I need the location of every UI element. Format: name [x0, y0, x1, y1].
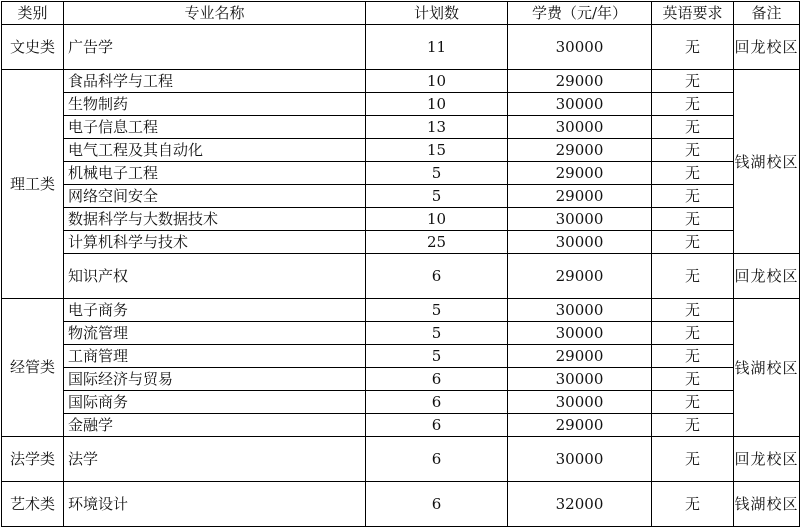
major-cell: 电子商务	[64, 299, 366, 322]
english-cell: 无	[652, 70, 734, 93]
tuition-cell: 30000	[508, 116, 652, 139]
table-row	[2, 93, 800, 116]
tuition-cell: 30000	[508, 25, 652, 70]
campus-cell: 回龙校区	[734, 437, 800, 482]
tuition-cell: 30000	[508, 299, 652, 322]
category-cell: 法学类	[2, 437, 64, 482]
major-cell: 机械电子工程	[64, 162, 366, 185]
major-cell: 数据科学与大数据技术	[64, 208, 366, 231]
table-row	[2, 70, 800, 93]
english-cell: 无	[652, 25, 734, 70]
major-cell: 国际商务	[64, 391, 366, 414]
tuition-cell: 29000	[508, 162, 652, 185]
plan-cell: 10	[366, 70, 508, 93]
plan-cell: 5	[366, 299, 508, 322]
plan-cell: 6	[366, 368, 508, 391]
table-row	[2, 437, 800, 482]
table-row	[2, 322, 800, 345]
table-row	[2, 185, 800, 208]
major-cell: 生物制药	[64, 93, 366, 116]
english-cell: 无	[652, 116, 734, 139]
table-row	[2, 299, 800, 322]
english-cell: 无	[652, 391, 734, 414]
table-row	[2, 368, 800, 391]
english-cell: 无	[652, 185, 734, 208]
english-cell: 无	[652, 345, 734, 368]
english-cell: 无	[652, 162, 734, 185]
english-cell: 无	[652, 208, 734, 231]
table-row	[2, 391, 800, 414]
plan-cell: 6	[366, 254, 508, 299]
plan-cell: 6	[366, 391, 508, 414]
english-cell: 无	[652, 482, 734, 527]
table-row	[2, 345, 800, 368]
major-cell: 法学	[64, 437, 366, 482]
plan-cell: 13	[366, 116, 508, 139]
header-major: 专业名称	[64, 2, 366, 25]
campus-cell: 钱湖校区	[734, 299, 800, 437]
english-cell: 无	[652, 254, 734, 299]
plan-cell: 6	[366, 437, 508, 482]
plan-cell: 6	[366, 482, 508, 527]
campus-cell: 回龙校区	[734, 25, 800, 70]
tuition-cell: 29000	[508, 185, 652, 208]
major-cell: 国际经济与贸易	[64, 368, 366, 391]
header-category: 类别	[2, 2, 64, 25]
tuition-cell: 29000	[508, 254, 652, 299]
tuition-cell: 30000	[508, 231, 652, 254]
header-remark: 备注	[734, 2, 800, 25]
english-cell: 无	[652, 368, 734, 391]
campus-cell: 回龙校区	[734, 254, 800, 299]
tuition-cell: 30000	[508, 322, 652, 345]
tuition-cell: 29000	[508, 345, 652, 368]
major-cell: 计算机科学与技术	[64, 231, 366, 254]
table-row	[2, 414, 800, 437]
header-plan: 计划数	[366, 2, 508, 25]
campus-cell: 钱湖校区	[734, 70, 800, 254]
plan-cell: 5	[366, 162, 508, 185]
english-cell: 无	[652, 437, 734, 482]
tuition-cell: 29000	[508, 70, 652, 93]
campus-cell: 钱湖校区	[734, 482, 800, 527]
header-tuition: 学费（元/年）	[508, 2, 652, 25]
major-cell: 知识产权	[64, 254, 366, 299]
english-cell: 无	[652, 299, 734, 322]
tuition-cell: 29000	[508, 139, 652, 162]
tuition-cell: 30000	[508, 437, 652, 482]
tuition-cell: 30000	[508, 368, 652, 391]
major-cell: 金融学	[64, 414, 366, 437]
major-cell: 网络空间安全	[64, 185, 366, 208]
major-cell: 工商管理	[64, 345, 366, 368]
plan-cell: 5	[366, 322, 508, 345]
major-cell: 电气工程及其自动化	[64, 139, 366, 162]
plan-cell: 15	[366, 139, 508, 162]
tuition-cell: 32000	[508, 482, 652, 527]
tuition-cell: 30000	[508, 391, 652, 414]
tuition-cell: 30000	[508, 93, 652, 116]
english-cell: 无	[652, 322, 734, 345]
table-row	[2, 139, 800, 162]
enrollment-plan-table	[1, 1, 800, 527]
table-row	[2, 25, 800, 70]
plan-cell: 6	[366, 414, 508, 437]
plan-cell: 25	[366, 231, 508, 254]
tuition-cell: 30000	[508, 208, 652, 231]
table-row	[2, 116, 800, 139]
english-cell: 无	[652, 139, 734, 162]
major-cell: 电子信息工程	[64, 116, 366, 139]
plan-cell: 11	[366, 25, 508, 70]
major-cell: 环境设计	[64, 482, 366, 527]
table-row	[2, 162, 800, 185]
major-cell: 物流管理	[64, 322, 366, 345]
table-row	[2, 231, 800, 254]
plan-cell: 10	[366, 208, 508, 231]
plan-cell: 10	[366, 93, 508, 116]
plan-cell: 5	[366, 185, 508, 208]
major-cell: 广告学	[64, 25, 366, 70]
english-cell: 无	[652, 93, 734, 116]
plan-cell: 5	[366, 345, 508, 368]
header-row	[2, 2, 800, 25]
category-cell: 经管类	[2, 299, 64, 437]
table-row	[2, 208, 800, 231]
table-row	[2, 254, 800, 299]
category-cell: 文史类	[2, 25, 64, 70]
major-cell: 食品科学与工程	[64, 70, 366, 93]
category-cell: 理工类	[2, 70, 64, 299]
english-cell: 无	[652, 231, 734, 254]
category-cell: 艺术类	[2, 482, 64, 527]
header-english: 英语要求	[652, 2, 734, 25]
english-cell: 无	[652, 414, 734, 437]
tuition-cell: 29000	[508, 414, 652, 437]
